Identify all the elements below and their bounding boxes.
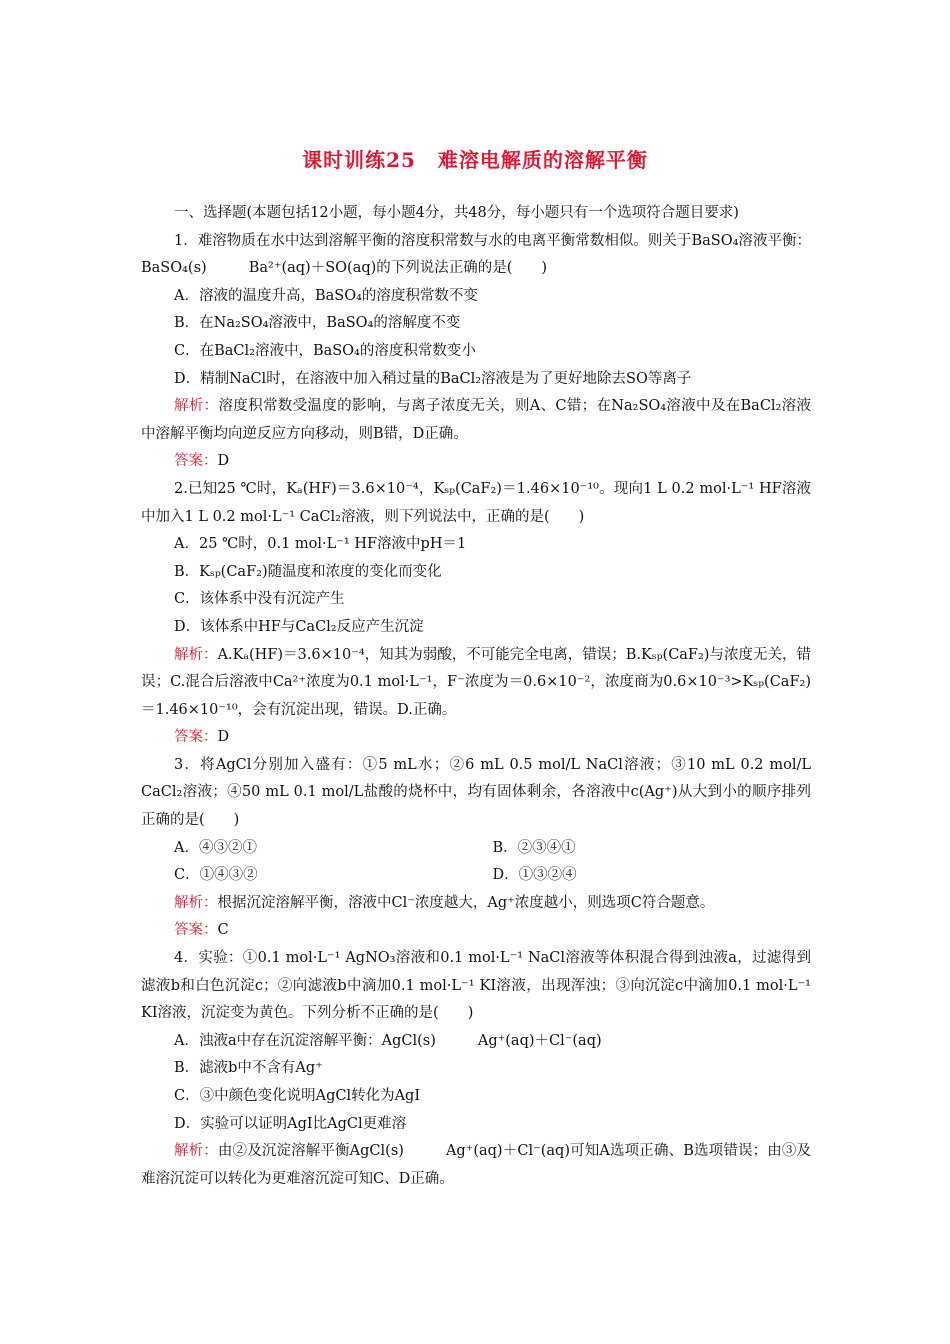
q4-option-b: B．滤液b中不含有Ag⁺ (174, 1060, 323, 1077)
q3-stem: 3．将AgCl分别加入盛有：①5 mL水；②6 mL 0.5 mol/L NaCl溶液；③10 mL 0.2 mol/L CaCl₂溶液；④50 mL 0.1 mol/L盐酸的烧杯中，均有固体剩余，各溶液中c(Ag⁺)从大到小的顺序排列正确的是( ) (141, 756, 811, 829)
q1-option-c: C．在BaCl₂溶液中，BaSO₄的溶度积常数变小 (174, 342, 476, 359)
q3-answer-label: 答案： (174, 922, 218, 939)
q1-answer-value: D (217, 453, 230, 470)
q4-option-a-tail: Ag⁺(aq)＋Cl⁻(aq) (477, 1032, 602, 1049)
q4-option-a (141, 1028, 811, 1056)
q3-options-row-1 (141, 835, 811, 863)
q2-answer-value: D (217, 729, 230, 746)
q2-option-d: D．该体系中HF与CaCl₂反应产生沉淀 (174, 618, 424, 635)
q3-analysis (141, 890, 811, 918)
q1-stem (141, 228, 811, 283)
q2-option-b: B．Kₛₚ(CaF₂)随温度和浓度的变化而变化 (174, 563, 442, 580)
q4-option-a-head: A．浊液a中存在沉淀溶解平衡：AgCl(s) (174, 1032, 436, 1049)
q2-answer-label: 答案： (174, 729, 218, 746)
q4-option-c: C．③中颜色变化说明AgCl转化为AgI (174, 1088, 421, 1104)
q4-option-d: D．实验可以证明AgI比AgCl更难溶 (174, 1115, 407, 1132)
title-left: 课时训练25 (302, 148, 416, 172)
q1-analysis-text: 溶度积常数受温度的影响，与离子浓度无关，则A、C错；在Na₂SO₄溶液中及在BaCl₂溶液中溶解平衡均向逆反应方向移动，则B错，D正确。 (141, 398, 812, 442)
q1-answer-label: 答案： (174, 453, 218, 470)
q3-option-b: B．②③④① (492, 839, 576, 856)
q3-analysis-label: 解析： (174, 894, 218, 911)
q4-analysis-head: 由②及沉淀溶解平衡AgCl(s) (217, 1143, 404, 1160)
q3-options-row-2 (141, 862, 811, 890)
q3-option-d: D．①③②④ (492, 867, 577, 884)
section-heading: 一、选择题(本题包括12小题，每小题4分，共48分，每小题只有一个选项符合题目要求) (174, 205, 739, 221)
q2-option-a: A．25 ℃时，0.1 mol·L⁻¹ HF溶液中pH＝1 (174, 536, 467, 553)
q1-option-a: A．溶液的温度升高，BaSO₄的溶度积常数不变 (174, 287, 478, 304)
content (141, 200, 811, 1193)
q2-answer (141, 724, 811, 752)
q1-analysis-label: 解析： (174, 398, 219, 415)
q4-analysis-tail: Ag⁺(aq)＋Cl⁻(aq)可知A选项正确、B选项错误；由③及难溶沉淀可以转化为更难溶沉淀可知C、D正确。 (141, 1143, 811, 1187)
q3-analysis-text: 根据沉淀溶解平衡，溶液中Cl⁻浓度越大，Ag⁺浓度越小，则选项C符合题意。 (217, 894, 715, 911)
q1-analysis (141, 393, 811, 448)
q4-stem: 4．实验：①0.1 mol·L⁻¹ AgNO₃溶液和0.1 mol·L⁻¹ NaCl溶液等体积混合得到浊液a，过滤得到滤液b和白色沉淀c；②向滤液b中滴加0.1 mol·L⁻¹ KI溶液，出现浑浊；③向沉淀c中滴加0.1 mol·L⁻¹ KI溶液，沉淀变为黄色。下列分析不正确的是( ) (141, 950, 811, 1022)
q1-option-d: D．精制NaCl时，在溶液中加入稍过量的BaCl₂溶液是为了更好地除去SO等离子 (174, 370, 692, 387)
q3-answer-value: C (217, 922, 229, 939)
q1-answer (141, 448, 811, 476)
q2-analysis-label: 解析： (174, 646, 218, 663)
q4-analysis-label: 解析： (174, 1143, 218, 1160)
q1-option-b: B．在Na₂SO₄溶液中，BaSO₄的溶解度不变 (174, 315, 461, 332)
q2-analysis (141, 642, 811, 725)
q2-analysis-text: A.Kₐ(HF)＝3.6×10⁻⁴，知其为弱酸，不可能完全电离，错误；B.Kₛₚ(CaF₂)与浓度无关，错误；C.混合后溶液中Ca²⁺浓度为0.1 mol·L⁻¹，F⁻浓度为＝0.6×10⁻²，浓度商为0.6×10⁻³>Kₛₚ(CaF₂)＝1.46×10⁻¹⁰，会有沉淀出现，错误。D.正确。 (141, 646, 811, 718)
q2-stem: 2.已知25 ℃时，Kₐ(HF)＝3.6×10⁻⁴，Kₛₚ(CaF₂)＝1.46×10⁻¹⁰。现向1 L 0.2 mol·L⁻¹ HF溶液中加入1 L 0.2 mol·L⁻¹ CaCl₂溶液，则下列说法中，正确的是( ) (141, 480, 811, 525)
q1-stem-a: 1．难溶物质在水中达到溶解平衡的溶度积常数与水的电离平衡常数相似。则关于BaSO₄溶液平衡：BaSO₄(s) (141, 232, 811, 277)
q2-option-c: C．该体系中没有沉淀产生 (174, 591, 345, 608)
q4-analysis (141, 1138, 811, 1193)
q1-stem-b: Ba²⁺(aq)＋SO(aq)的下列说法正确的是( ) (248, 260, 548, 277)
page-title (0, 144, 950, 173)
q3-option-c: C．①④③② (174, 867, 258, 884)
q3-answer (141, 917, 811, 945)
title-right: 难溶电解质的溶解平衡 (437, 148, 648, 172)
q3-option-a: A．④③②① (174, 839, 257, 856)
